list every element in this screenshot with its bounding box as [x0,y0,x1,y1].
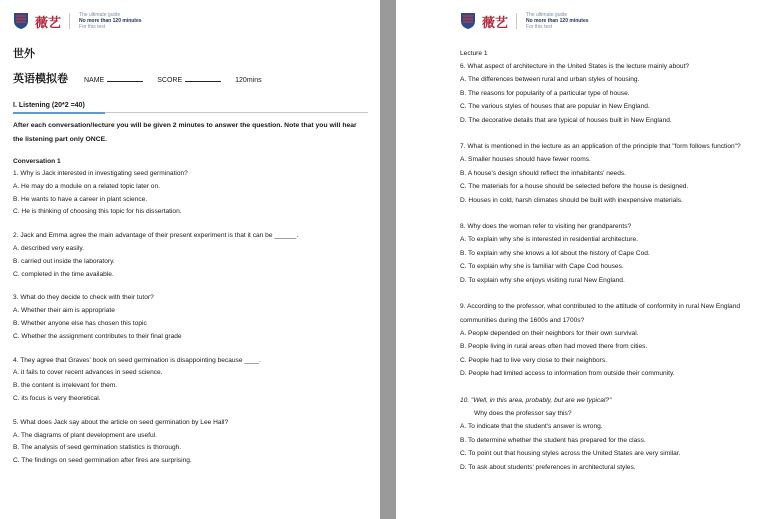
brand-note: The ultimate guide No more than 120 minutes For this test [526,12,589,30]
question-9: 9. According to the professor, what contributed to the attitude of conformity in rural New England communities during the 1600s and 1700s? A. People depended on their neighbors for their own survival. B. People living in rural areas often had moved there from cities. C. People had to live very close to their neighbors. D. People had limited access to information from outside their community. [460,303,741,378]
question-7: 7. What is mentioned in the lecture as an application of the principle that "form follows function"? A. Smaller houses should have fewer rooms. B. A house's design should reflect the inhabitants' needs. C. The materials for a house should be selected before the house is designed. D. Houses in cold, harsh climates should be built with inexpensive materials. [460,143,741,204]
question-list-left [13,168,368,468]
lecture-heading: Lecture 1 [460,50,488,57]
score-label: SCORE [157,77,183,84]
duration: 120mins [235,77,262,84]
brand-header [460,10,763,32]
name-label: NAME [84,77,105,84]
exam-header-row [13,70,368,86]
doc-title: 世外 [13,48,35,60]
question-1: 1. Why is Jack interested in investigating seed germination? A. He may do a module on a related topic later on. B. He wants to have a career in plant science. C. He is thinking of choosing this topic for his dissertation. [13,170,188,216]
instructions: After each conversation/lecture you will be given 2 minutes to answer the question. Note that you will hear the listening part only ONCE. [13,122,357,143]
section-heading: I. Listening (20*2 =40) [13,102,368,113]
document-page-left [0,0,380,519]
shield-logo-icon [13,12,29,30]
question-list-right [460,60,763,474]
document-page-right [396,0,775,519]
question-2: 2. Jack and Emma agree the main advantage of their present experiment is that it can be ______. A. described very easily. B. carried out inside the laboratory. C. completed in the time available. [13,232,299,278]
question-3: 3. What do they decide to check with their tutor? A. Whether their aim is appropriate B. Whether anyone else has chosen this topic C. Whether the assignment contributes to their final grade [13,294,182,340]
name-blank [107,81,143,82]
brand-note: The ultimate guide No more than 120 minutes For this test [79,12,142,30]
question-5: 5. What does Jack say about the article on seed germination by Lee Hall? A. The diagrams of plant development are useful. B. The analysis of seed germination statistics is thorough. C. The findings on seed germination after fires are surprising. [13,418,229,465]
brand-divider [69,13,70,29]
brand-logo-text: 薇艺 [482,15,509,31]
question-4: 4. They agree that Graves' book on seed germination is disappointing because ____. A. it fails to cover recent advances in seed science. B. the content is irrelevant for them. C. its focus is very theoretical. [13,356,261,402]
question-8: 8. Why does the woman refer to visiting her grandparents? A. To explain why she is interested in residential architecture. B. To explain why she knows a lot about the history of Cape Cod. C. To explain why she is familiar with Cape Cod houses. D. To explain why she enjoys visiting rural New England. [460,223,650,284]
question-6: 6. What aspect of architecture in the United States is the lecture mainly about? A. The differences between rural and urban styles of housing. B. The reasons for popularity of a particular type of house. C. The various styles of houses that are popular in New England. D. The decorative details that are typical of houses built in New England. [460,63,690,124]
exam-title: 英语模拟卷 [13,73,68,85]
brand-header [13,10,368,32]
brand-logo-text: 薇艺 [35,15,62,31]
score-blank [185,81,221,82]
shield-logo-icon [460,12,476,30]
brand-divider [516,13,517,29]
question-10: 10. "Well, in this area, probably, but are we typical?" Why does the professor say this? A. To indicate that the student's answer is wrong. B. To determine whether the student has prepared for the class. C. To point out that housing styles across the United States are very similar. D. To ask about students' preferences in architectural styles. [460,396,681,471]
conversation-heading: Conversation 1 [13,158,61,165]
